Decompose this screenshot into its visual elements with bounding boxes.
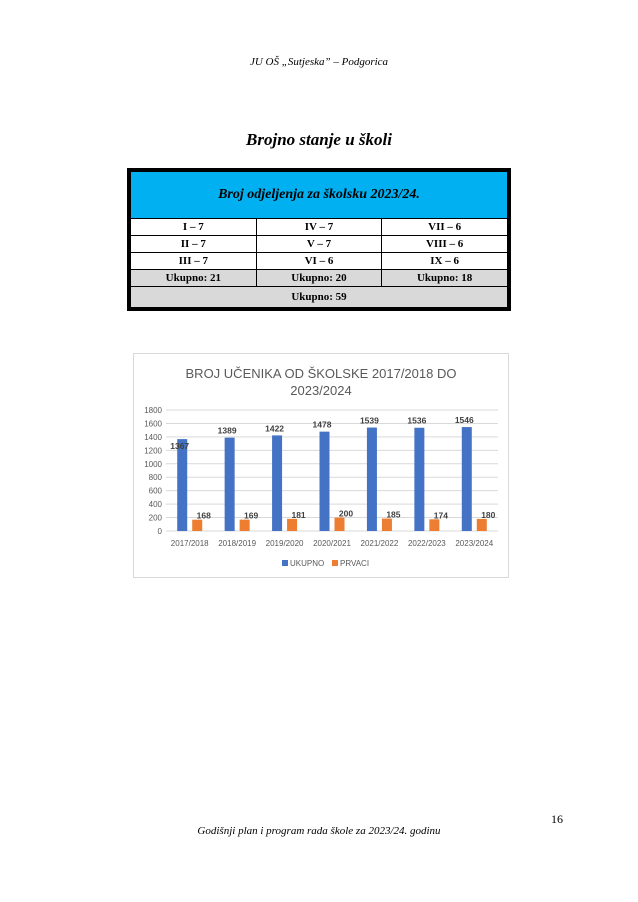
subtotal-row	[131, 270, 508, 287]
table-row	[131, 236, 508, 253]
data-label: 1367	[170, 441, 190, 452]
bar-prvaci	[429, 519, 439, 531]
bar-prvaci	[382, 519, 392, 531]
subtotal-cell: Ukupno: 20	[256, 270, 382, 287]
chart-title-line-2: 2023/2024	[290, 383, 352, 398]
table-cell: IV – 7	[256, 219, 382, 236]
classes-table	[127, 168, 511, 311]
legend-label: PRVACI	[340, 559, 370, 568]
page-header: JU OŠ „Sutjeska” – Podgorica	[249, 56, 389, 68]
bar-ukupno	[414, 428, 424, 531]
x-tick-label: 2022/2023	[407, 539, 446, 548]
table-heading: Broj odjeljenja za školsku 2023/24.	[131, 172, 508, 219]
data-label: 169	[244, 510, 259, 521]
legend-swatch	[282, 560, 288, 566]
bar-prvaci	[335, 518, 345, 531]
y-tick-label: 1200	[144, 446, 162, 456]
table-cell: III – 7	[131, 253, 257, 270]
bar-prvaci	[287, 519, 297, 531]
table-cell: II – 7	[131, 236, 257, 253]
y-tick-label: 600	[148, 486, 162, 496]
y-tick-label: 400	[148, 500, 162, 510]
data-label: 174	[433, 510, 448, 521]
x-tick-label: 2017/2018	[170, 539, 209, 548]
table-row	[131, 219, 508, 236]
bar-ukupno	[225, 438, 235, 531]
data-label: 180	[481, 509, 496, 520]
students-chart	[133, 353, 509, 578]
data-label: 1546	[454, 415, 474, 426]
y-tick-label: 1000	[144, 459, 162, 469]
table-row	[131, 253, 508, 270]
x-tick-label: 2020/2021	[313, 539, 351, 548]
bar-ukupno	[272, 435, 282, 531]
data-label: 1422	[265, 423, 285, 434]
data-label: 200	[338, 508, 354, 519]
table-cell: VII – 6	[382, 219, 508, 236]
bar-prvaci	[240, 520, 250, 531]
bar-ukupno	[177, 439, 187, 531]
page-title: Brojno stanje u školi	[246, 130, 392, 149]
table-cell: V – 7	[256, 236, 382, 253]
data-label: 185	[386, 509, 401, 520]
x-tick-label: 2019/2020	[265, 539, 304, 548]
table-cell: VI – 6	[256, 253, 382, 270]
y-tick-label: 0	[157, 527, 162, 536]
legend-label: UKUPNO	[290, 559, 325, 568]
bar-prvaci	[192, 520, 202, 531]
data-label: 168	[196, 510, 211, 521]
x-tick-label: 2018/2019	[218, 539, 257, 548]
bar-prvaci	[477, 519, 487, 531]
data-label: 1539	[359, 415, 379, 426]
y-tick-label: 200	[148, 513, 162, 523]
data-label: 1478	[312, 419, 332, 430]
table-cell: I – 7	[131, 219, 257, 236]
bar-ukupno	[462, 427, 472, 531]
data-label: 1389	[217, 425, 237, 436]
legend-swatch	[332, 560, 338, 566]
y-tick-label: 1600	[144, 419, 162, 429]
x-tick-label: 2023/2024	[455, 539, 494, 548]
chart-svg	[134, 354, 508, 577]
table-cell: VIII – 6	[382, 236, 508, 253]
data-label: 1536	[407, 415, 427, 426]
bar-ukupno	[320, 432, 330, 531]
y-tick-label: 1400	[144, 432, 162, 442]
data-label: 181	[291, 509, 306, 520]
table-cell: IX – 6	[382, 253, 508, 270]
subtotal-cell: Ukupno: 18	[382, 270, 508, 287]
page-number: 16	[551, 812, 563, 826]
grand-total: Ukupno: 59	[131, 287, 508, 308]
subtotal-cell: Ukupno: 21	[131, 270, 257, 287]
x-tick-label: 2021/2022	[360, 539, 399, 548]
y-tick-label: 800	[148, 473, 162, 483]
bar-ukupno	[367, 428, 377, 531]
page-footer: Godišnji plan i program rada škole za 2023/24. godinu	[197, 825, 441, 837]
chart-title-line-1: BROJ UČENIKA OD ŠKOLSKE 2017/2018 DO	[185, 366, 457, 381]
y-tick-label: 1800	[144, 406, 162, 415]
